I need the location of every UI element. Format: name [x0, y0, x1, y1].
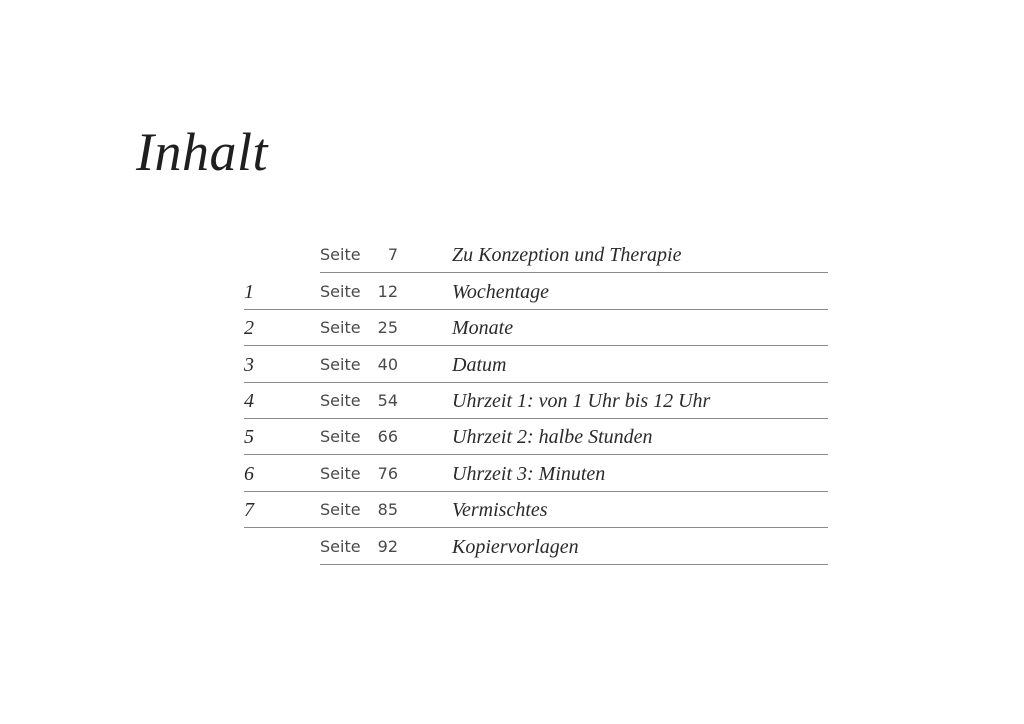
- toc-entry[interactable]: [244, 237, 828, 273]
- page-number: 25: [377, 318, 398, 338]
- chapter-number: 1: [244, 280, 254, 303]
- toc-entry[interactable]: [244, 273, 828, 309]
- toc-entry[interactable]: [244, 419, 828, 455]
- entry-title: Kopiervorlagen: [452, 535, 579, 558]
- page-label: Seite: [320, 500, 361, 520]
- entry-title: Vermischtes: [452, 499, 548, 522]
- entry-title: Uhrzeit 1: von 1 Uhr bis 12 Uhr: [452, 389, 711, 412]
- page-title: Inhalt: [136, 122, 268, 182]
- page-label: Seite: [320, 354, 361, 374]
- toc-entry[interactable]: [244, 383, 828, 419]
- chapter-number: 5: [244, 426, 254, 449]
- chapter-number: 6: [244, 462, 254, 485]
- page-number: 92: [377, 536, 398, 556]
- toc-entry[interactable]: [244, 528, 828, 564]
- page-label: Seite: [320, 463, 361, 483]
- chapter-number: 2: [244, 317, 254, 340]
- page-number: 66: [377, 427, 398, 447]
- chapter-number: 7: [244, 499, 254, 522]
- page-label: Seite: [320, 536, 361, 556]
- chapter-number: 3: [244, 353, 254, 376]
- entry-title: Zu Konzeption und Therapie: [452, 244, 682, 267]
- page-label: Seite: [320, 281, 361, 301]
- toc-entry[interactable]: [244, 492, 828, 528]
- row-divider: [320, 564, 828, 565]
- page-label: Seite: [320, 427, 361, 447]
- entry-title: Uhrzeit 3: Minuten: [452, 462, 606, 485]
- toc-entry[interactable]: [244, 346, 828, 382]
- page-label: Seite: [320, 390, 361, 410]
- entry-title: Wochentage: [452, 280, 550, 303]
- chapter-number: 4: [244, 389, 254, 412]
- page-number: 12: [377, 281, 398, 301]
- toc-entry[interactable]: [244, 310, 828, 346]
- page-number: 40: [377, 354, 398, 374]
- toc-entry[interactable]: [244, 455, 828, 491]
- entry-title: Uhrzeit 2: halbe Stunden: [452, 426, 653, 449]
- page-number: 54: [377, 390, 398, 410]
- table-of-contents: [244, 237, 828, 565]
- page-label: Seite: [320, 318, 361, 338]
- page-number: 7: [387, 245, 398, 265]
- entry-title: Datum: [452, 353, 507, 376]
- page-number: 85: [377, 500, 398, 520]
- page-number: 76: [377, 463, 398, 483]
- page-label: Seite: [320, 245, 361, 265]
- entry-title: Monate: [452, 317, 514, 340]
